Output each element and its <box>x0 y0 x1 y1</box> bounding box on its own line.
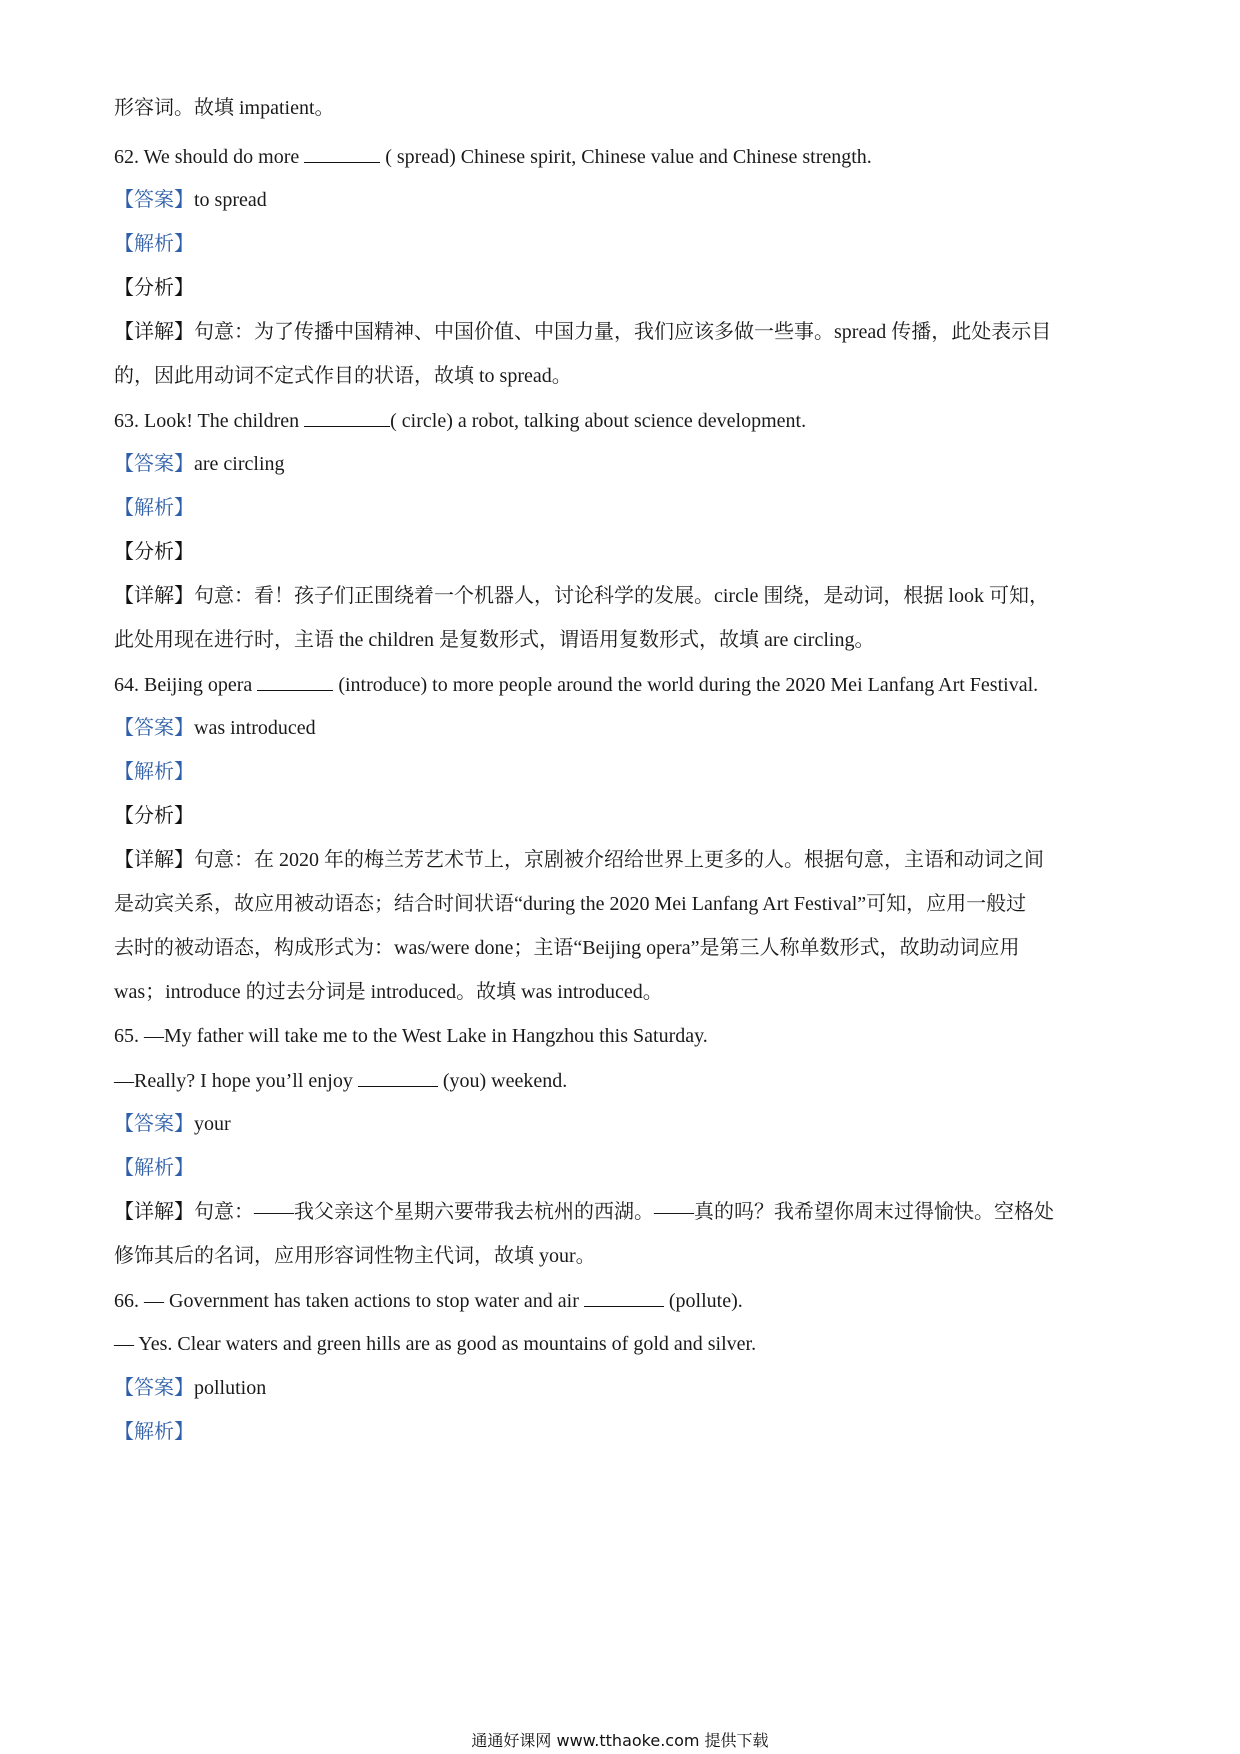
question-65-reply: —Really? I hope you’ll enjoy (you) weekend. <box>114 1070 568 1092</box>
detail-tag: 【详解】 <box>114 585 194 607</box>
analysis-tag: 【解析】 <box>114 761 194 783</box>
answer-blank <box>304 408 390 427</box>
analysis-tag: 【解析】 <box>114 233 194 255</box>
answer-line: 【答案】your <box>114 1113 231 1135</box>
analysis-tag-line <box>114 1420 194 1444</box>
answer-tag: 【答案】 <box>114 189 194 211</box>
answer-tag: 【答案】 <box>114 717 194 739</box>
text-line: 形容词。故填 impatient。 <box>114 97 335 119</box>
answer-tag: 【答案】 <box>114 453 194 475</box>
breakdown-tag-line <box>114 276 194 300</box>
page-footer: 通通好课网 www.tthaoke.com 提供下载 <box>471 1731 769 1750</box>
answer-line: 【答案】are circling <box>114 453 285 475</box>
answer-blank <box>358 1068 438 1087</box>
analysis-tag-line <box>114 496 194 520</box>
detail-line: 【详解】句意：为了传播中国精神、中国价值、中国力量，我们应该多做一些事。spread 传播，此处表示目 <box>114 321 1052 343</box>
breakdown-tag: 【分析】 <box>114 541 194 563</box>
answer-blank <box>304 144 380 163</box>
detail-line: 【详解】句意：看！孩子们正围绕着一个机器人，讨论科学的发展。circle 围绕，是动词，根据 look 可知， <box>114 585 1049 607</box>
question-62: 62. We should do more ( spread) Chinese spirit, Chinese value and Chinese strength. <box>114 146 872 168</box>
detail-tag: 【详解】 <box>114 849 194 871</box>
text-line: 去时的被动语态，构成形式为：was/were done；主语“Beijing opera”是第三人称单数形式，故助动词应用 <box>114 937 1020 959</box>
question-66: 66. — Government has taken actions to stop water and air (pollute). <box>114 1290 743 1312</box>
analysis-tag: 【解析】 <box>114 497 194 519</box>
analysis-tag: 【解析】 <box>114 1157 194 1179</box>
question-66-reply: — Yes. Clear waters and green hills are as good as mountains of gold and silver. <box>114 1333 757 1355</box>
text-line: 此处用现在进行时，主语 the children 是复数形式，谓语用复数形式，故填 are circling。 <box>114 629 875 651</box>
breakdown-tag: 【分析】 <box>114 277 194 299</box>
question-65: 65. —My father will take me to the West Lake in Hangzhou this Saturday. <box>114 1025 708 1047</box>
analysis-tag-line <box>114 232 194 256</box>
breakdown-tag: 【分析】 <box>114 805 194 827</box>
answer-tag: 【答案】 <box>114 1377 194 1399</box>
breakdown-tag-line <box>114 540 194 564</box>
analysis-tag-line <box>114 1156 194 1180</box>
answer-blank <box>257 672 333 691</box>
answer-line: 【答案】to spread <box>114 189 267 211</box>
answer-tag: 【答案】 <box>114 1113 194 1135</box>
text-line: was；introduce 的过去分词是 introduced。故填 was introduced。 <box>114 981 663 1003</box>
answer-blank <box>584 1288 664 1307</box>
question-63: 63. Look! The children ( circle) a robot, talking about science development. <box>114 410 807 432</box>
detail-line: 【详解】句意：——我父亲这个星期六要带我去杭州的西湖。——真的吗？我希望你周末过得愉快。空格处 <box>114 1201 1054 1223</box>
analysis-tag: 【解析】 <box>114 1421 194 1443</box>
question-64: 64. Beijing opera (introduce) to more people around the world during the 2020 Mei Lanfang Art Festival. <box>114 674 1039 696</box>
answer-line: 【答案】pollution <box>114 1377 267 1399</box>
breakdown-tag-line <box>114 804 194 828</box>
text-line: 的，因此用动词不定式作目的状语，故填 to spread。 <box>114 365 572 387</box>
text-line: 修饰其后的名词，应用形容词性物主代词，故填 your。 <box>114 1245 596 1267</box>
detail-line: 【详解】句意：在 2020 年的梅兰芳艺术节上，京剧被介绍给世界上更多的人。根据句意，主语和动词之间 <box>114 849 1044 871</box>
answer-line: 【答案】was introduced <box>114 717 316 739</box>
detail-tag: 【详解】 <box>114 321 194 343</box>
text-line: 是动宾关系，故应用被动语态；结合时间状语“during the 2020 Mei Lanfang Art Festival”可知，应用一般过 <box>114 893 1027 915</box>
analysis-tag-line <box>114 760 194 784</box>
detail-tag: 【详解】 <box>114 1201 194 1223</box>
